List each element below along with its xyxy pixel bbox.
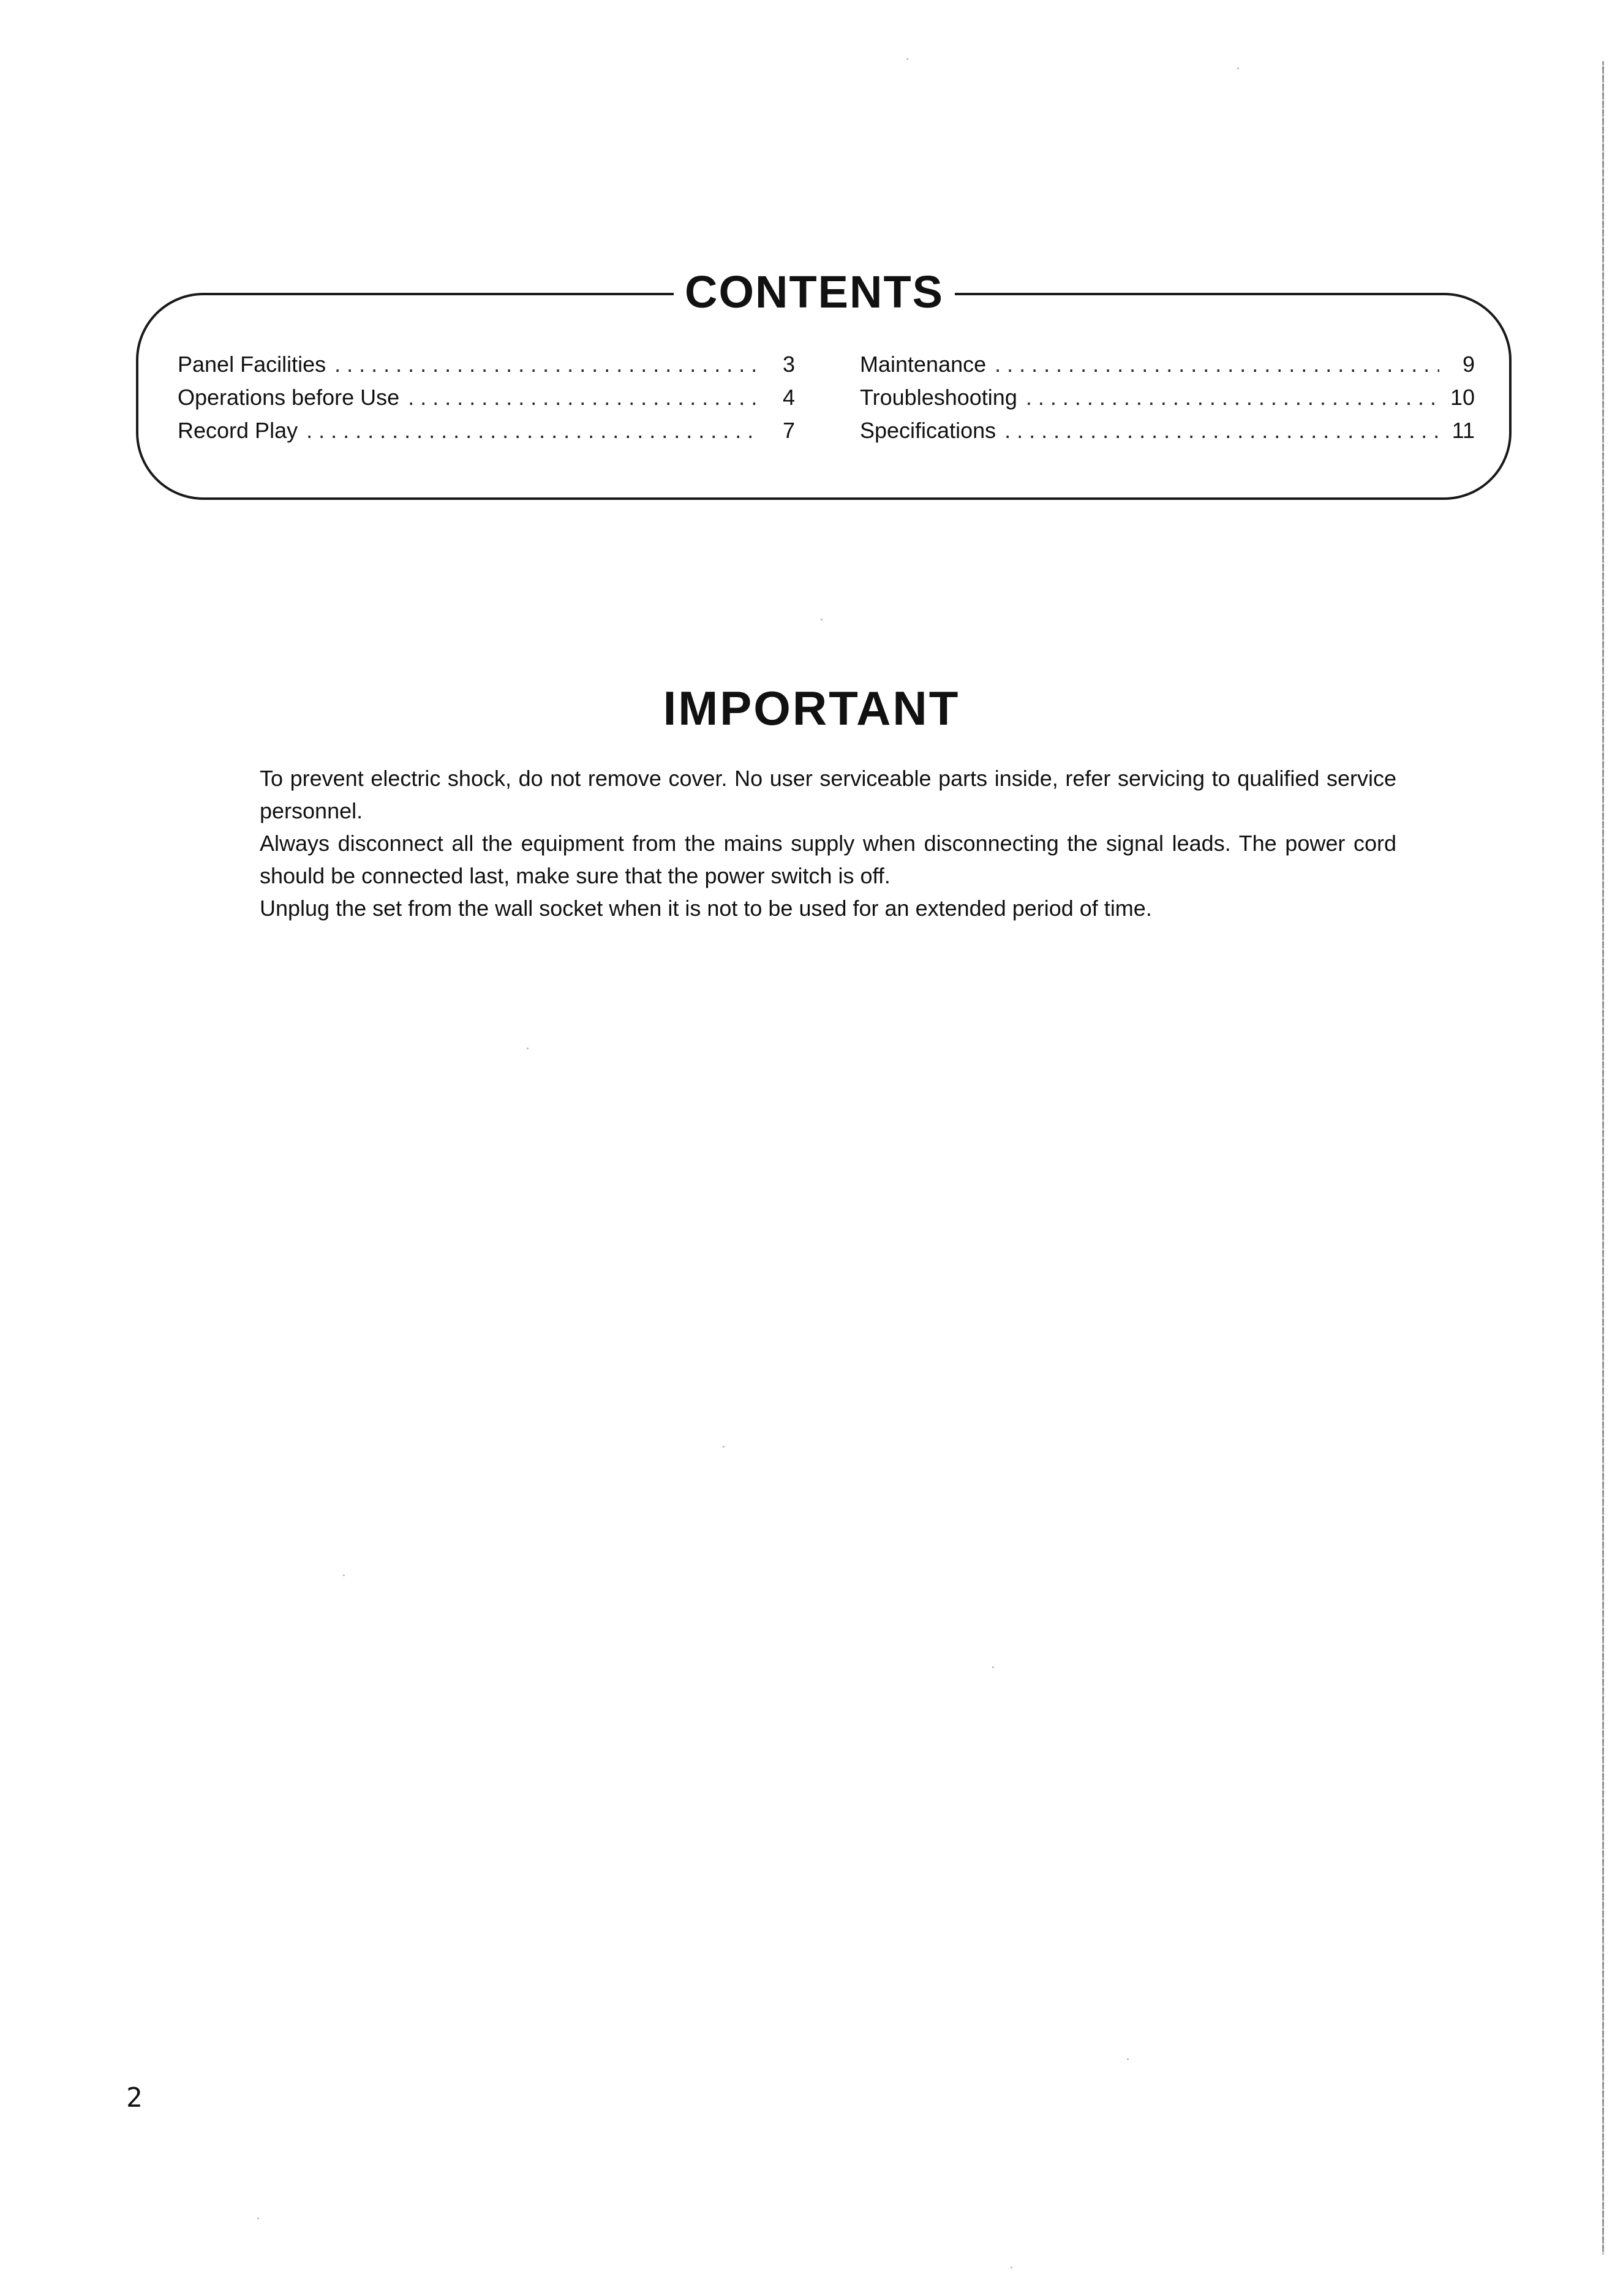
toc-entry bbox=[860, 381, 1475, 414]
toc-entry-label: Record Play bbox=[178, 418, 298, 443]
scan-speck bbox=[906, 58, 908, 60]
toc-entry-label: Troubleshooting bbox=[860, 385, 1017, 410]
toc-dot-leader bbox=[995, 348, 1439, 381]
important-paragraph: To prevent electric shock, do not remove cover. No user serviceable parts inside, refer servicing to qualified service personnel. bbox=[260, 766, 1396, 823]
contents-title: CONTENTS bbox=[674, 265, 955, 320]
toc-entry bbox=[178, 414, 795, 447]
scan-speck bbox=[723, 1446, 725, 1448]
important-paragraph: Always disconnect all the equipment from the mains supply when disconnecting the signal leads. The power cord should be connected last, make sure that the power switch is off. bbox=[260, 831, 1396, 888]
scan-speck bbox=[343, 1574, 345, 1576]
toc-entry-page: 9 bbox=[1462, 352, 1475, 377]
toc-entry-label: Maintenance bbox=[860, 352, 987, 377]
toc-entry-page: 4 bbox=[782, 385, 795, 410]
scan-speck bbox=[992, 1666, 994, 1668]
toc-entry bbox=[860, 348, 1475, 381]
toc-dot-leader bbox=[408, 381, 759, 414]
toc-entry-page: 3 bbox=[782, 352, 795, 377]
toc-entry-page: 7 bbox=[782, 418, 795, 443]
toc-entry-label: Panel Facilities bbox=[178, 352, 326, 377]
toc-entry-page: 10 bbox=[1450, 385, 1475, 410]
toc-dot-leader bbox=[1026, 381, 1439, 414]
important-paragraph: Unplug the set from the wall socket when it is not to be used for an extended period of time. bbox=[260, 896, 1152, 921]
scan-speck bbox=[1011, 2267, 1012, 2268]
toc-dot-leader bbox=[334, 348, 759, 381]
scan-speck bbox=[527, 1048, 529, 1049]
scan-edge bbox=[1602, 61, 1604, 2254]
page-number: 2 bbox=[126, 2082, 143, 2113]
toc-entry bbox=[178, 348, 795, 381]
toc-dot-leader bbox=[306, 414, 759, 447]
important-body bbox=[260, 762, 1396, 924]
toc-left-column bbox=[178, 348, 795, 447]
scan-speck bbox=[1127, 2058, 1129, 2060]
scan-speck bbox=[821, 619, 823, 621]
toc-entry-label: Specifications bbox=[860, 418, 996, 443]
important-heading: IMPORTANT bbox=[663, 681, 960, 735]
toc-entry-label: Operations before Use bbox=[178, 385, 400, 410]
scan-speck bbox=[257, 2218, 259, 2219]
toc-entry bbox=[860, 414, 1475, 447]
toc-entry-page: 11 bbox=[1452, 418, 1475, 443]
scan-speck bbox=[1237, 67, 1239, 69]
toc-dot-leader bbox=[1004, 414, 1439, 447]
toc-right-column bbox=[860, 348, 1475, 447]
toc-entry bbox=[178, 381, 795, 414]
